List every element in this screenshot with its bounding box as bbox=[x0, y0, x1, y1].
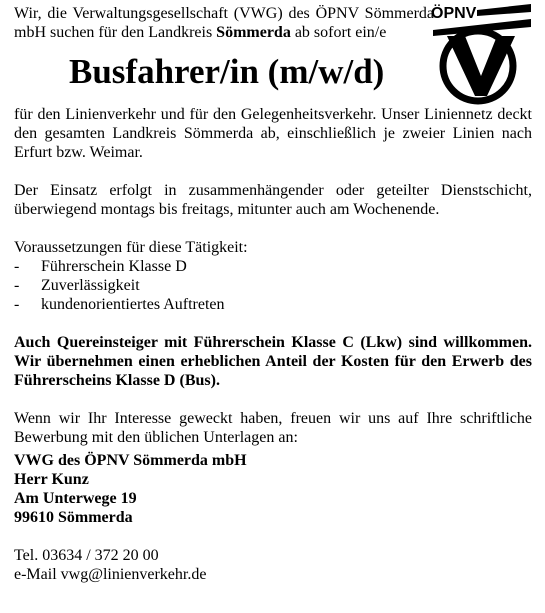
intro-text-start: Wir, die Verwaltungsgesellschaft (VWG) des ÖPNV Sömmerda mbH suchen für den Landkreis bbox=[14, 5, 434, 41]
bullet-dash: - bbox=[14, 277, 20, 294]
postal-address bbox=[14, 451, 532, 527]
requirement-text: Zuverlässigkeit bbox=[41, 277, 140, 294]
paragraph-application: Wenn wir Ihr Interesse geweckt haben, freuen wir uns auf Ihre schriftliche Bewerbung mit den üblichen Unterlagen an: bbox=[14, 410, 532, 446]
logo-text: ÖPNV bbox=[431, 5, 477, 22]
requirement-text: kundenorientiertes Auftreten bbox=[41, 296, 225, 313]
requirements-heading: Voraussetzungen für diese Tätigkeit: bbox=[14, 239, 248, 256]
email-address: e-Mail vwg@linienverkehr.de bbox=[14, 566, 207, 583]
paragraph-route-network: für den Linienverkehr und für den Gelegenheitsverkehr. Unser Liniennetz deckt den gesamten Landkreis Sömmerda ab, einschließlich je zweier Linien nach Erfurt bzw. Weimar. bbox=[14, 106, 532, 161]
bullet-dash: - bbox=[14, 296, 20, 313]
paragraph-career-changers: Auch Quereinsteiger mit Führerschein Klasse C (Lkw) sind willkommen. Wir übernehmen einen erheblichen Anteil der Kosten für den Erwerb des Führerscheins Klasse D (Bus). bbox=[14, 334, 532, 389]
city-line: 99610 Sömmerda bbox=[14, 509, 133, 526]
paragraph-shift-info: Der Einsatz erfolgt in zusammenhängender oder geteilter Dienstschicht, überwiegend montags bis freitags, mitunter auch am Wochenende. bbox=[14, 182, 532, 218]
region-name: Sömmerda bbox=[216, 24, 291, 41]
phone-number: Tel. 03634 / 372 20 00 bbox=[14, 547, 159, 564]
job-title: Busfahrer/in (m/w/d) bbox=[69, 52, 385, 91]
requirement-item bbox=[14, 276, 532, 295]
intro-text bbox=[14, 4, 434, 42]
bullet-dash: - bbox=[14, 258, 20, 275]
requirement-text: Führerschein Klasse D bbox=[41, 258, 187, 275]
company-name: VWG des ÖPNV Sömmerda mbH bbox=[14, 452, 247, 469]
requirement-item bbox=[14, 257, 532, 276]
requirement-item bbox=[14, 295, 532, 314]
requirements-list bbox=[14, 257, 532, 314]
intro-text-end: ab sofort ein/e bbox=[290, 24, 387, 41]
contact-person: Herr Kunz bbox=[14, 471, 89, 488]
street-address: Am Unterwege 19 bbox=[14, 490, 137, 507]
opnv-logo bbox=[427, 2, 533, 106]
